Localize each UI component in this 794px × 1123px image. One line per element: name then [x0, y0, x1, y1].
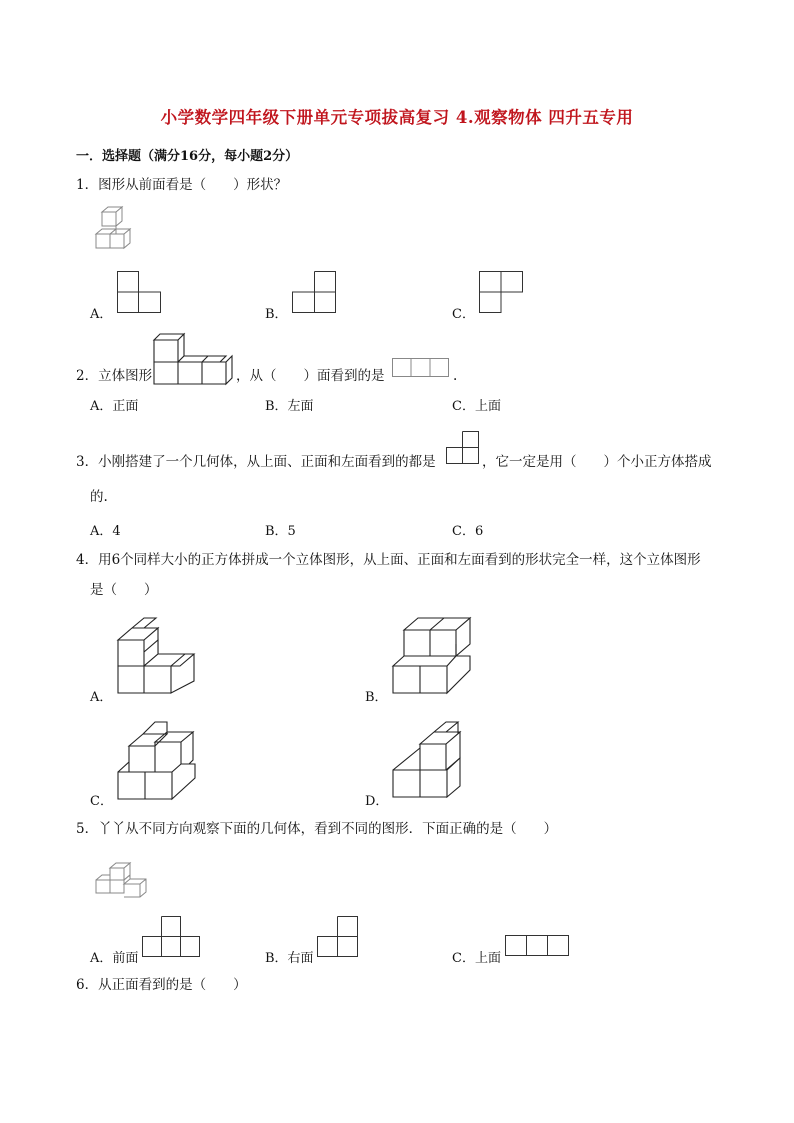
q2-option-c[interactable]: C．上面: [452, 399, 501, 414]
q5-option-a-figure: [142, 916, 202, 958]
q5-solid-figure: [94, 858, 154, 898]
q3-option-c[interactable]: C．6: [452, 524, 484, 539]
q4-option-a-figure: [117, 616, 197, 696]
q1-option-c-figure: [479, 271, 525, 313]
q4-option-c[interactable]: C．: [90, 794, 113, 809]
q1-option-a[interactable]: A．: [90, 307, 113, 322]
q5-option-b[interactable]: B．右面: [265, 951, 314, 966]
q2-option-a[interactable]: A．正面: [90, 399, 139, 414]
q4-option-d-figure: [392, 720, 472, 800]
question-3-stem-a: 3．小刚搭建了一个几何体，从上面、正面和左面看到的都是: [76, 454, 436, 470]
question-3-stem-b: ，它一定是用（ ）个小正方体搭成: [482, 454, 712, 470]
q4-option-c-figure: [117, 720, 197, 800]
question-2-stem-c: .: [453, 368, 458, 384]
question-2-stem-b: ，从（ ）面看到的是: [236, 368, 385, 384]
q4-option-a[interactable]: A．: [90, 690, 113, 705]
q1-option-b[interactable]: B．: [265, 307, 288, 322]
question-6-stem: 6．从正面看到的是（ ）: [76, 977, 247, 993]
section-heading: 一．选择题（满分16分，每小题2分）: [76, 149, 299, 164]
question-5-stem: 5．丫丫从不同方向观察下面的几何体，看到不同的图形．下面正确的是（ ）: [76, 821, 558, 837]
question-2-stem-a: 2．立体图形: [76, 368, 153, 384]
q1-solid-figure: [94, 204, 146, 256]
q1-option-a-figure: [117, 271, 162, 313]
q5-option-a[interactable]: A．前面: [90, 951, 139, 966]
q5-option-c[interactable]: C．上面: [452, 951, 501, 966]
q1-option-c[interactable]: C．: [452, 307, 475, 322]
question-4-stem-a: 4．用6个同样大小的正方体拼成一个立体图形，从上面、正面和左面看到的形状完全一样，这个立体图形: [76, 552, 701, 568]
document-title: 小学数学四年级下册单元专项拔高复习 4.观察物体 四升五专用: [160, 108, 634, 127]
q3-option-b[interactable]: B．5: [265, 524, 296, 539]
question-1-stem: 1．图形从前面看是（ ）形状？: [76, 177, 288, 193]
q2-view-figure: [392, 358, 450, 378]
question-4-stem-b: 是（ ）: [90, 582, 158, 598]
q3-option-a[interactable]: A．4: [90, 524, 121, 539]
q1-option-b-figure: [292, 271, 338, 313]
q4-option-b[interactable]: B．: [365, 690, 388, 705]
q5-option-c-figure: [505, 935, 571, 957]
q4-option-b-figure: [392, 616, 472, 696]
q2-option-b[interactable]: B．左面: [265, 399, 314, 414]
q5-option-b-figure: [317, 916, 359, 958]
q2-solid-figure: [152, 330, 234, 378]
q3-view-figure: [446, 431, 482, 465]
question-3-stem-c: 的.: [90, 489, 108, 505]
q4-option-d[interactable]: D．: [365, 794, 389, 809]
